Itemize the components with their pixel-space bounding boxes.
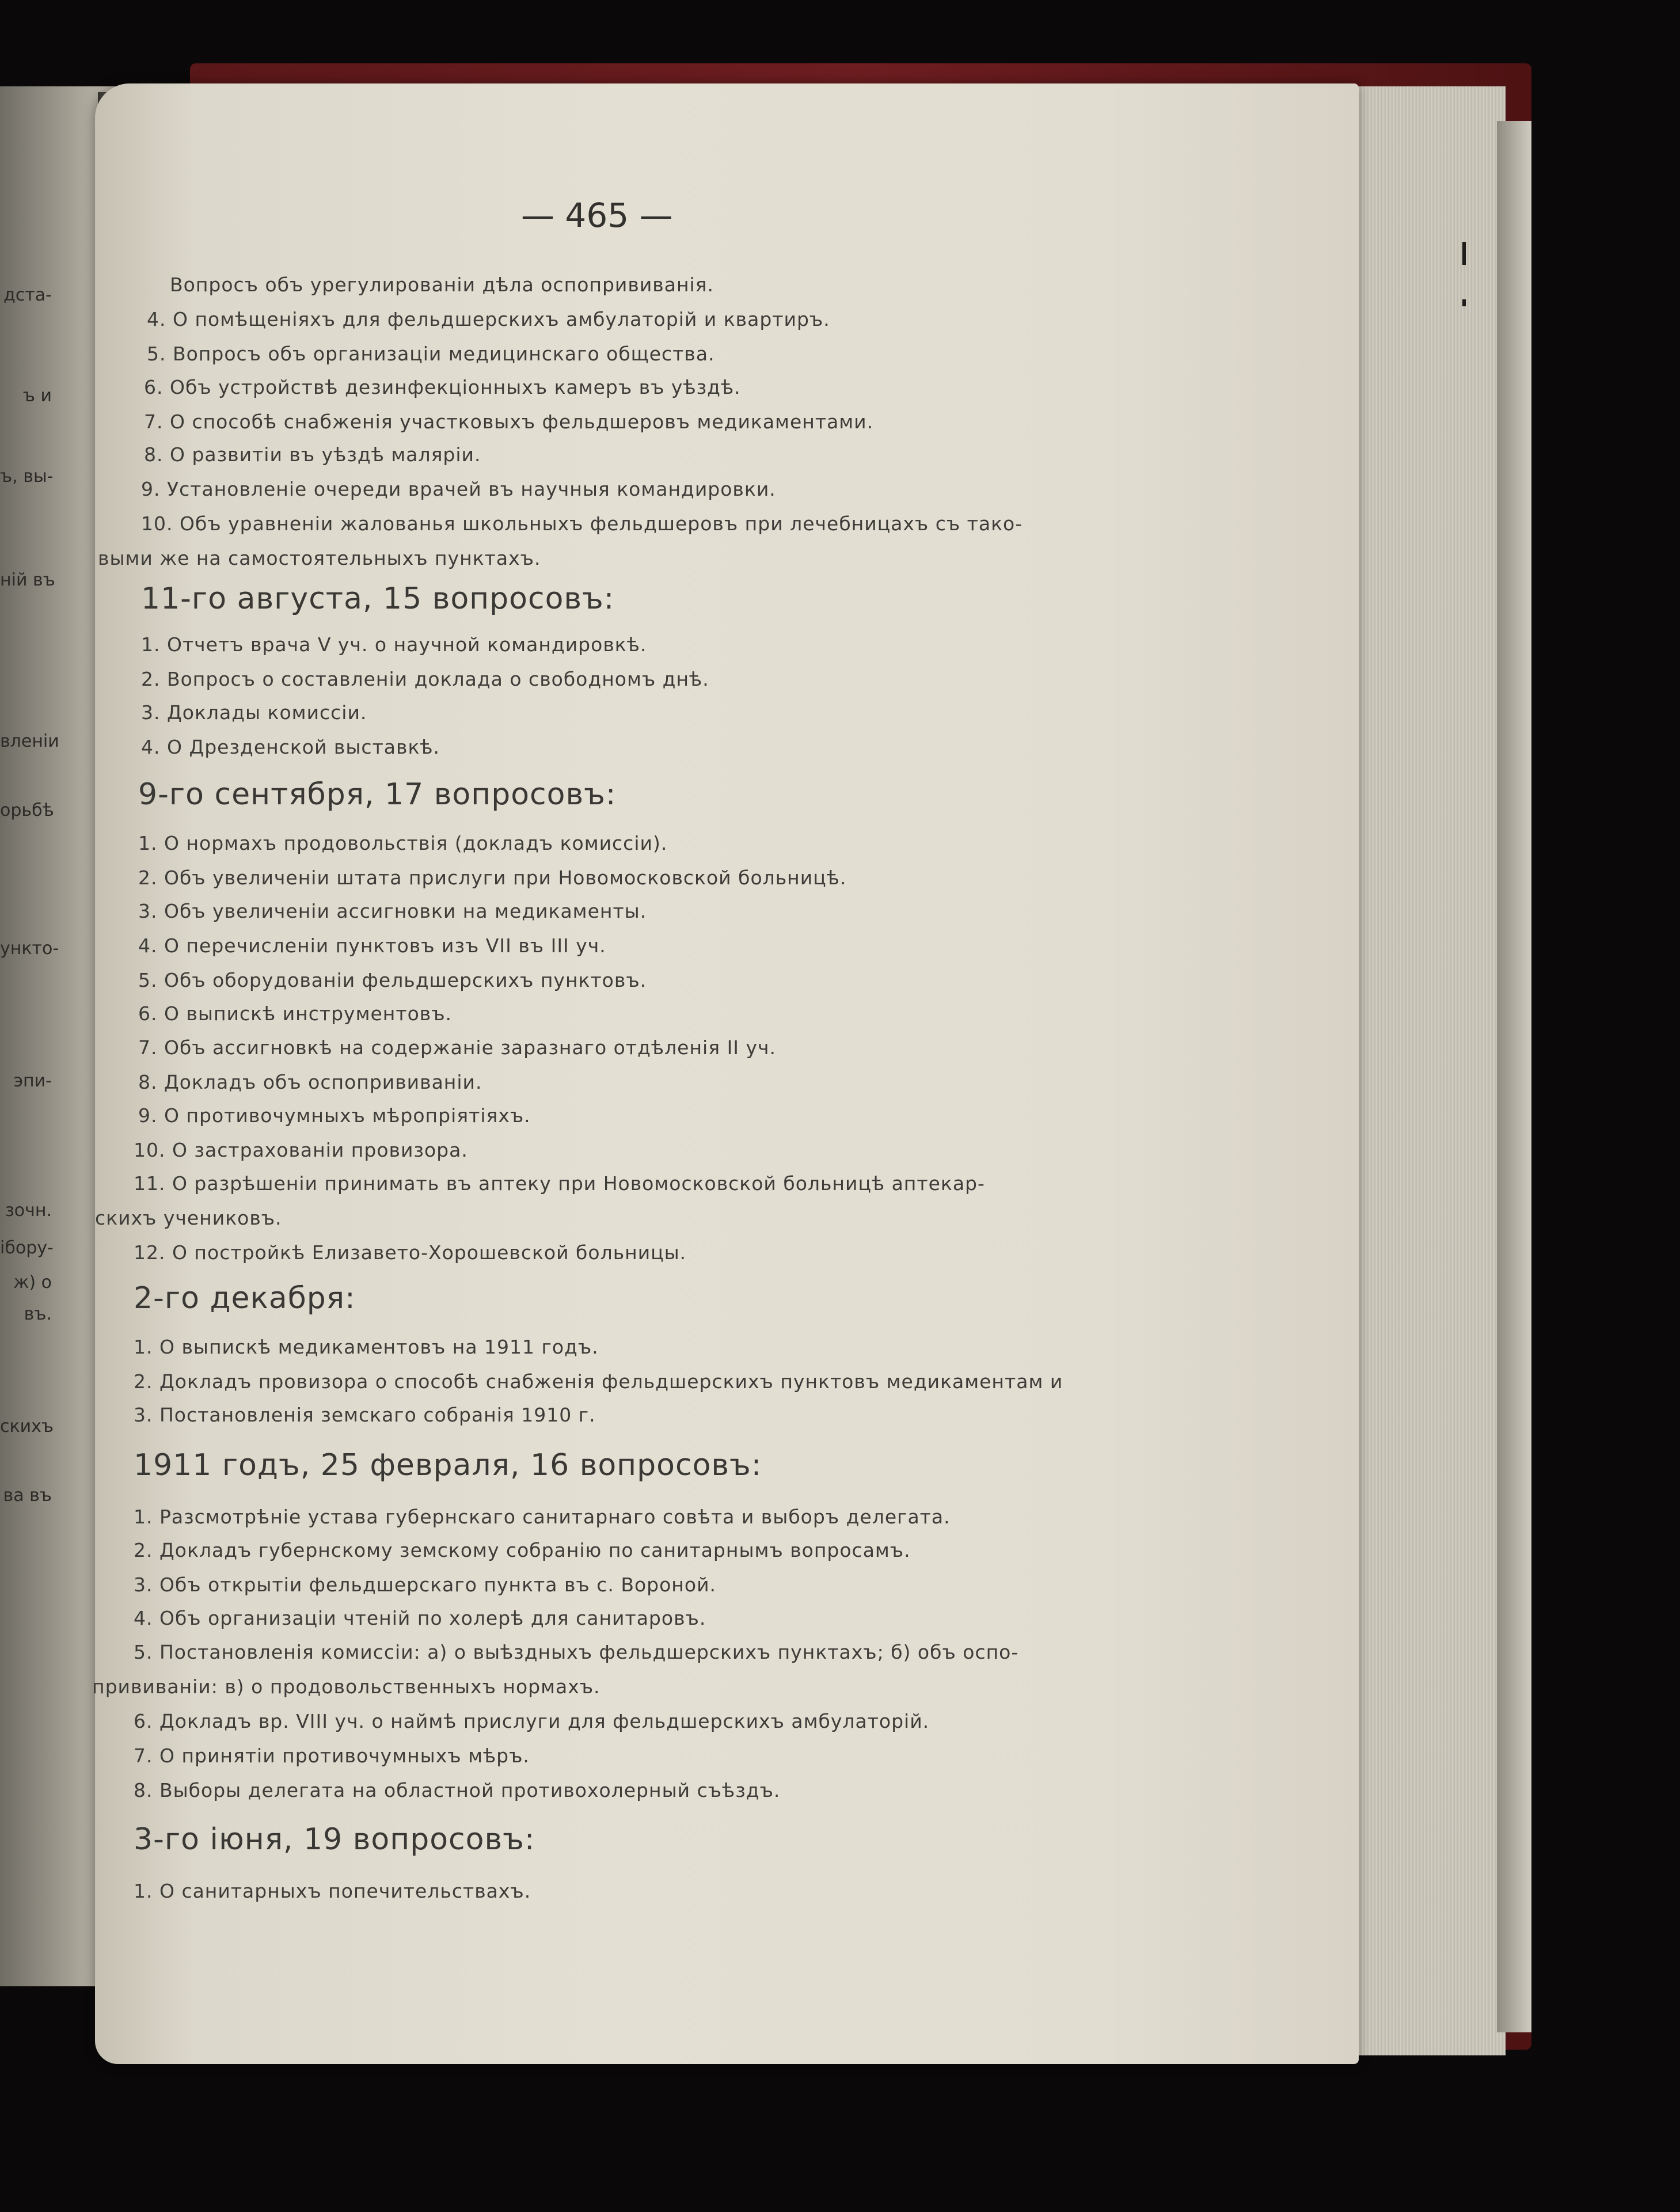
left-fragment: ъ и [22,386,52,406]
left-fragment: скихъ [0,1416,54,1436]
left-fragment: орьбѣ [0,800,54,820]
text-line: 7. О способѣ снабженія участковыхъ фельдшеровъ медикаментами. [144,411,874,433]
text-line: скихъ учениковъ. [95,1207,282,1229]
text-line: 2. Объ увеличеніи штата прислуги при Новомосковской больницѣ. [138,866,847,889]
text-line: 8. Выборы делегата на областной противохолерный съѣздъ. [134,1779,781,1801]
section-heading: 2-го декабря: [134,1281,356,1316]
left-fragment: ъ, вы- [0,466,54,487]
section-heading: 11-го августа, 15 вопросовъ: [141,581,615,616]
text-line: 8. О развитіи въ уѣздѣ малярiи. [144,443,481,466]
text-line: 12. О постройкѣ Елизавето-Хорошевской больницы. [134,1241,687,1264]
left-fragment: ібору- [0,1238,54,1258]
text-line: 11. О разрѣшеніи принимать въ аптеку при Новомосковской больницѣ аптекар- [134,1172,985,1195]
left-fragment: дста- [3,285,52,305]
text-line: 3. Объ увеличеніи ассигновки на медикаменты. [138,900,647,922]
text-line: 1. О нормахъ продовольствія (докладъ комиссіи). [138,832,668,854]
text-line: 9. Установленіе очереди врачей въ научныя командировки. [141,478,776,500]
text-line: 7. О принятіи противочумныхъ мѣръ. [134,1744,530,1767]
left-fragment: вленіи [0,731,59,751]
text-line: 5. Объ оборудованіи фельдшерскихъ пунктовъ. [138,969,647,991]
text-line: 3. Постановленія земскаго собранія 1910 г. [134,1404,596,1426]
text-line: 1. О выпискѣ медикаментовъ на 1911 годъ. [134,1336,599,1358]
text-line: 2. Вопросъ о составленіи доклада о свободномъ днѣ. [141,668,709,690]
text-line: 6. Докладъ вр. VIII уч. о наймѣ прислуги для фельдшерскихъ амбулаторій. [134,1710,930,1732]
text-line: 1. О санитарныхъ попечительствахъ. [134,1880,531,1902]
text-line: 4. О помѣщеніяхъ для фельдшерскихъ амбулаторій и квартиръ. [147,308,830,330]
text-line: 9. О противочумныхъ мѣропріятіяхъ. [138,1104,531,1127]
text-line: 2. Докладъ провизора о способѣ снабженія фельдшерскихъ пунктовъ медикаментам и [134,1370,1063,1393]
text-line: выми же на самостоятельныхъ пунктахъ. [98,547,541,569]
text-line: 8. Докладъ объ оспопрививаніи. [138,1071,482,1093]
text-line: 5. Вопросъ объ организаціи медицинскаго общества. [147,343,715,365]
page-number: — 465 — [521,196,673,235]
text-line: 4. О перечисленіи пунктовъ изъ VII въ III уч. [138,934,606,957]
text-line: 5. Постановленія комиссіи: а) о выѣздныхъ фельдшерскихъ пунктахъ; б) объ оспо- [134,1641,1019,1663]
text-line: прививаніи: в) о продовольственныхъ нормахъ. [92,1675,600,1698]
text-line: 4. О Дрезденской выставкѣ. [141,736,440,758]
section-heading: 9-го сентября, 17 вопросовъ: [138,777,617,812]
left-fragment: ній въ [0,570,55,590]
text-line: 7. Объ ассигновкѣ на содержаніе заразнаго отдѣленія II уч. [138,1036,777,1059]
section-heading: 3-го іюня, 19 вопросовъ: [134,1822,535,1857]
left-fragment: ункто- [0,938,59,959]
text-line: 1. Отчетъ врача V уч. о научной командировкѣ. [141,633,647,656]
left-fragment: ва въ [3,1485,52,1506]
text-line: 4. Объ организаціи чтеній по холерѣ для санитаровъ. [134,1607,706,1629]
text-line: 3. Доклады комиссіи. [141,701,367,724]
text-line: Вопросъ объ урегулированіи дѣла оспопрививанія. [170,273,714,296]
text-line: 1. Разсмотрѣніе устава губернскаго санитарнаго совѣта и выборъ делегата. [134,1506,951,1528]
left-fragment: зочн. [5,1200,52,1221]
text-line: 2. Докладъ губернскому земскому собранію по санитарнымъ вопросамъ. [134,1539,911,1561]
text-line: 6. О выпискѣ инструментовъ. [138,1002,453,1025]
left-fragment: ж) о [13,1272,52,1293]
text-line: 6. Объ устройствѣ дезинфекціонныхъ камеръ въ уѣздѣ. [144,376,741,398]
left-fragment: эпи- [13,1071,52,1091]
text-line: 10. О застрахованіи провизора. [134,1139,468,1161]
section-heading: 1911 годъ, 25 февраля, 16 вопросовъ: [134,1448,762,1483]
text-line: 10. Объ уравненіи жалованья школьныхъ фельдшеровъ при лечебницахъ съ тако- [141,512,1023,535]
text-line: 3. Объ открытіи фельдшерскаго пункта въ с. Вороной. [134,1574,717,1596]
left-fragment: въ. [24,1304,52,1324]
